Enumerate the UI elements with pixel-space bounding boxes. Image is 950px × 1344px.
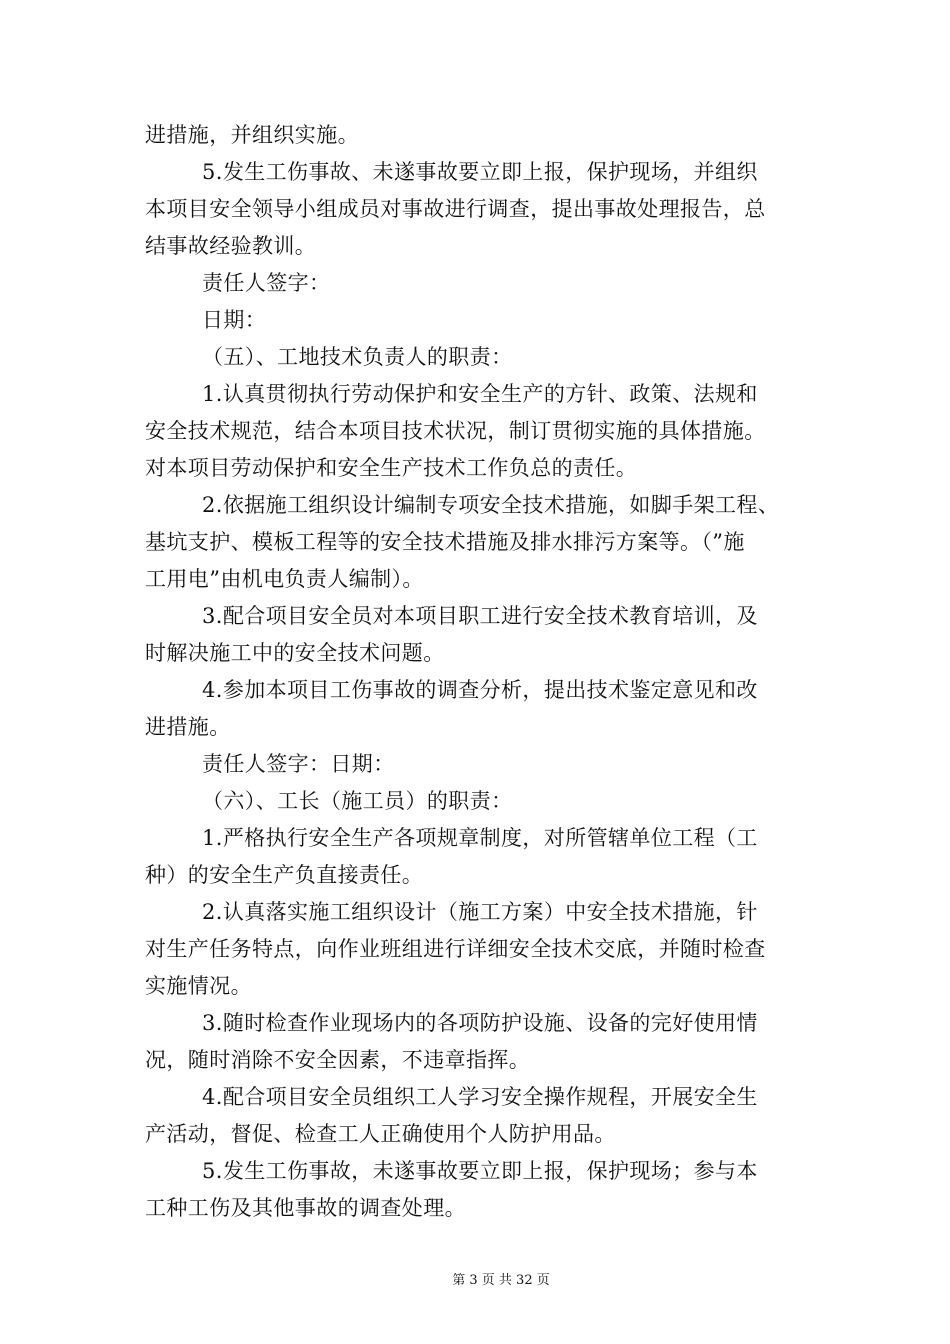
date-label: 日期： — [202, 308, 267, 332]
signature-label: 责任人签字： — [202, 271, 331, 295]
document-body — [145, 117, 810, 1227]
text-line: 1.严格执行安全生产各项规章制度，对所管辖单位工程（工 — [202, 826, 758, 850]
text-line: 时解决施工中的安全技术问题。 — [145, 641, 445, 665]
text-line: 4.参加本项目工伤事故的调查分析，提出技术鉴定意见和改 — [202, 678, 758, 702]
text-line: 本项目安全领导小组成员对事故进行调查，提出事故处理报告，总 — [145, 197, 766, 221]
text-line: 工种工伤及其他事故的调查处理。 — [145, 1196, 466, 1220]
text-line: 产活动，督促、检查工人正确使用个人防护用品。 — [145, 1122, 616, 1146]
text-line: 3.配合项目安全员对本项目职工进行安全技术教育培训，及 — [202, 604, 758, 628]
text-line: 5.发生工伤事故，未遂事故要立即上报，保护现场；参与本 — [202, 1159, 758, 1183]
text-line: 4.配合项目安全员组织工人学习安全操作规程，开展安全生 — [202, 1085, 758, 1109]
text-line: 基坑支护、模板工程等的安全技术措施及排水排污方案等。（”施 — [145, 530, 745, 554]
text-line: 对本项目劳动保护和安全生产技术工作负总的责任。 — [145, 456, 638, 480]
text-line: 3.随时检查作业现场内的各项防护设施、设备的完好使用情 — [202, 1011, 758, 1035]
text-line: 安全技术规范，结合本项目技术状况，制订贯彻实施的具体措施。 — [145, 419, 766, 443]
text-line: 进措施。 — [145, 715, 231, 739]
text-line: 种）的安全生产负直接责任。 — [145, 863, 424, 887]
text-line: 2.认真落实施工组织设计（施工方案）中安全技术措施，针 — [202, 900, 758, 924]
text-line: 况，随时消除不安全因素，不违章指挥。 — [145, 1048, 531, 1072]
text-line: 实施情况。 — [145, 974, 252, 998]
text-line: 1.认真贯彻执行劳动保护和安全生产的方针、政策、法规和 — [202, 382, 758, 406]
section-heading: （五）、工地技术负责人的职责： — [202, 345, 513, 369]
signature-date-label: 责任人签字：日期： — [202, 752, 395, 776]
text-line: 工用电”由机电负责人编制）。 — [145, 567, 424, 591]
text-line: 结事故经验教训。 — [145, 234, 317, 258]
text-line: 5.发生工伤事故、未遂事故要立即上报，保护现场，并组织 — [202, 160, 758, 184]
page-number-footer: 第 3 页 共 32 页 — [452, 1273, 550, 1288]
section-heading: （六）、工长（施工员）的职责： — [202, 789, 513, 813]
text-line: 对生产任务特点，向作业班组进行详细安全技术交底，并随时检查 — [145, 937, 766, 961]
text-line: 进措施，并组织实施。 — [145, 123, 359, 147]
text-line: 2.依据施工组织设计编制专项安全技术措施，如脚手架工程、 — [202, 493, 780, 517]
